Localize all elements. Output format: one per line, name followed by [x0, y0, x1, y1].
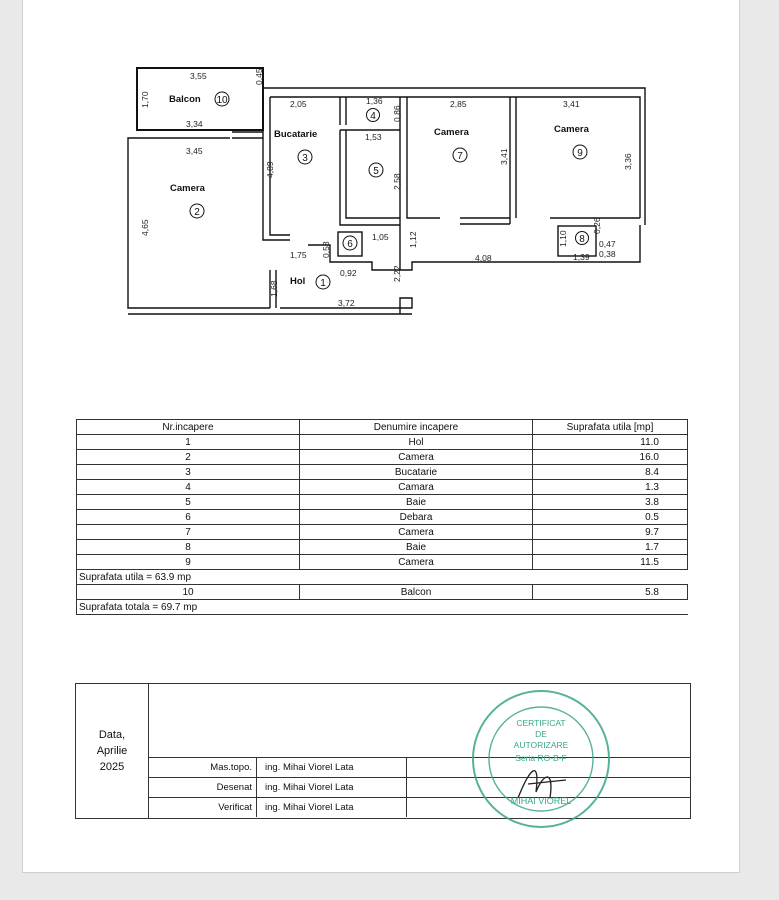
signature	[518, 771, 566, 798]
room-area: 8.4	[533, 465, 688, 480]
dimension: 1,68	[269, 280, 279, 297]
column-header: Suprafata utila [mp]	[533, 420, 688, 435]
dimension: 3,41	[499, 148, 509, 165]
room-name: Baie	[300, 540, 533, 555]
room-area: 1.7	[533, 540, 688, 555]
table-row	[77, 525, 688, 540]
table-header-row	[77, 420, 688, 435]
dimension: 0,47	[599, 239, 616, 249]
room-nr: 6	[77, 510, 300, 525]
column-header: Nr.incapere	[77, 420, 300, 435]
room-nr: 7	[77, 525, 300, 540]
person-name: ing. Mihai Viorel Lata	[257, 798, 407, 817]
total-area-row	[77, 600, 688, 615]
room-area: 16.0	[533, 450, 688, 465]
room-number: 6	[347, 239, 353, 250]
dimension: 3,45	[186, 146, 203, 156]
dimension: 4,08	[475, 253, 492, 263]
dimension: 2,85	[450, 99, 467, 109]
dimension: 1,70	[140, 91, 150, 108]
table-row	[77, 435, 688, 450]
room-number: 7	[457, 151, 463, 162]
date-label: Data,	[98, 729, 126, 741]
dimension: 1,36	[366, 96, 383, 106]
dimension: 0,38	[599, 249, 616, 259]
rooms-table	[76, 419, 688, 615]
dimension: 1,39	[573, 252, 590, 262]
dimension: 2,58	[392, 173, 402, 190]
dimension: 2,22	[392, 265, 402, 282]
dimension: 0,58	[321, 241, 331, 258]
dimension: 4,65	[140, 219, 150, 236]
table-row	[77, 465, 688, 480]
role-label: Mas.topo.	[149, 758, 257, 777]
stamp-text: MIHAI VIOREL	[510, 796, 572, 806]
dimension: 0,92	[340, 268, 357, 278]
room-area: 0.5	[533, 510, 688, 525]
dimension: 0,26	[592, 217, 602, 234]
room-area: 11.0	[533, 435, 688, 450]
dimension: 3,55	[190, 71, 207, 81]
date-month: Aprilie	[96, 745, 128, 757]
room-nr: 3	[77, 465, 300, 480]
room-number: 8	[579, 234, 585, 245]
room-label: Balcon	[169, 94, 201, 105]
useful-area-total: Suprafata utila = 63.9 mp	[77, 570, 688, 585]
room-nr: 9	[77, 555, 300, 570]
room-name: Debara	[300, 510, 533, 525]
room-name: Balcon	[300, 585, 533, 600]
room-name: Camera	[300, 555, 533, 570]
table-row	[77, 510, 688, 525]
role-label: Verificat	[149, 798, 257, 817]
dimension: 3,36	[623, 153, 633, 170]
room-name: Camara	[300, 480, 533, 495]
date-year: 2025	[99, 761, 125, 773]
table-row	[77, 585, 688, 600]
table-row	[77, 540, 688, 555]
dimension: 1,53	[365, 132, 382, 142]
room-name: Hol	[300, 435, 533, 450]
dimension: 1,10	[558, 230, 568, 247]
person-name: ing. Mihai Viorel Lata	[257, 758, 407, 777]
certification-stamp	[470, 688, 612, 830]
floor-plan	[0, 0, 779, 330]
room-name: Camera	[300, 525, 533, 540]
room-number: 5	[373, 166, 379, 177]
room-area: 11.5	[533, 555, 688, 570]
room-label: Camera	[170, 183, 205, 194]
dimension: 2,05	[290, 99, 307, 109]
room-name: Bucatarie	[300, 465, 533, 480]
room-number: 10	[216, 95, 228, 106]
room-nr: 1	[77, 435, 300, 450]
dimension: 0,86	[392, 105, 402, 122]
room-nr: 8	[77, 540, 300, 555]
dimension: 1,75	[290, 250, 307, 260]
dimension: 0,45	[254, 68, 264, 85]
stamp-text: DE	[535, 729, 547, 739]
role-label: Desenat	[149, 778, 257, 797]
room-nr: 10	[77, 585, 300, 600]
table-row	[77, 555, 688, 570]
stamp-text: CERTIFICAT	[516, 718, 566, 728]
room-number: 2	[194, 207, 200, 218]
room-name: Camera	[300, 450, 533, 465]
room-number: 9	[577, 148, 583, 159]
room-area: 9.7	[533, 525, 688, 540]
room-nr: 2	[77, 450, 300, 465]
room-area: 5.8	[533, 585, 688, 600]
room-nr: 5	[77, 495, 300, 510]
dimension: 3,34	[186, 119, 203, 129]
room-label: Hol	[290, 276, 306, 287]
dimension: 3,41	[563, 99, 580, 109]
room-label: Bucatarie	[274, 129, 318, 140]
room-area: 3.8	[533, 495, 688, 510]
useful-area-row	[77, 570, 688, 585]
column-header: Denumire incapere	[300, 420, 533, 435]
room-name: Baie	[300, 495, 533, 510]
table-row	[77, 495, 688, 510]
dimension: 4,89	[265, 161, 275, 178]
table-row	[77, 450, 688, 465]
dimension: 3,72	[338, 298, 355, 308]
room-number: 1	[320, 278, 326, 289]
room-number: 3	[302, 153, 308, 164]
total-area: Suprafata totala = 69.7 mp	[77, 600, 688, 615]
person-name: ing. Mihai Viorel Lata	[257, 778, 407, 797]
stamp-text: Seria RO-B-F	[515, 753, 567, 763]
room-number: 4	[370, 111, 376, 122]
date-cell	[76, 684, 149, 818]
room-label: Camera	[434, 127, 469, 138]
stamp-text: AUTORIZARE	[513, 740, 569, 750]
room-area: 1.3	[533, 480, 688, 495]
room-label: Camera	[554, 124, 589, 135]
table-row	[77, 480, 688, 495]
dimension: 1,12	[408, 231, 418, 248]
dimension: 1,05	[372, 232, 389, 242]
room-nr: 4	[77, 480, 300, 495]
